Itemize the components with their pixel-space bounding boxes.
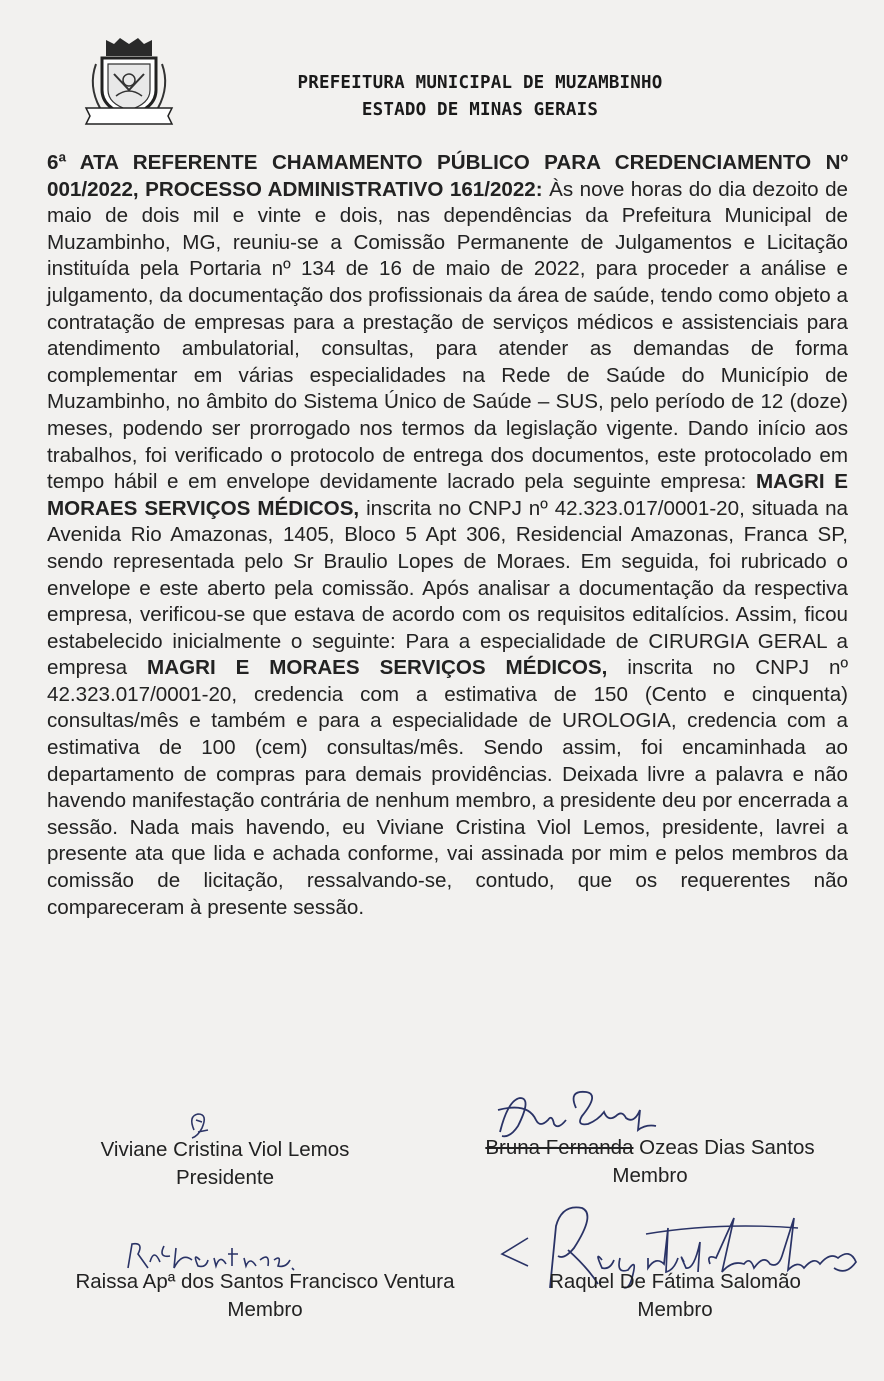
municipal-crest-icon (82, 34, 176, 126)
signature-member-raissa (40, 1268, 490, 1324)
signatory-role: Presidente (175, 1166, 274, 1189)
company-name: MAGRI E MORAES SERVIÇOS MÉDICOS, (147, 656, 608, 680)
minutes-heading: 6ª ATA REFERENTE CHAMAMENTO PÚBLICO PARA CREDENCIAMENTO Nº 001/2022, PROCESSO ADMINISTRATIVO 161/2022: (47, 151, 848, 201)
signatory-role: Membro (227, 1298, 303, 1321)
signatory-role: Membro (637, 1298, 713, 1321)
state-title: ESTADO DE MINAS GERAIS (361, 100, 599, 120)
signature-member-bruna (460, 1134, 840, 1190)
struck-name-part: Bruna Fernanda (485, 1136, 634, 1159)
minutes-text (47, 150, 848, 921)
signatory-name: Raquel De Fátima Salomão (549, 1270, 801, 1293)
paragraph-part-3: inscrita no CNPJ nº 42.323.017/0001-20, credencia com a estimativa de 150 (Cento e cinquenta) consultas/mês e também e para a especialidade de UROLOGIA, credencia com a estimativa de 100 (cem) consultas/mês. Sendo assim, foi encaminhada ao departamento de compras para demais providências. Deixada livre a palavra e não havendo manifestação contrária de nenhum membro, a presidente deu por encerrada a sessão. Nada mais havendo, eu Viviane Cristina Viol Lemos, presidente, lavrei a presente ata que lida e achada conforme, vai assinada por mim e pelos membros da comissão de licitação, ressalvando-se, contudo, que os requerentes não compareceram à presente sessão. (47, 656, 848, 919)
signature-president (60, 1136, 390, 1192)
paragraph-part-2: inscrita no CNPJ nº 42.323.017/0001-20, situada na Avenida Rio Amazonas, 1405, Bloco 5 Apt 306, Residencial Amazonas, Franca SP, sendo representada pelo Sr Braulio Lopes de Moraes. Em seguida, foi rubricado o envelope e este aberto pela comissão. Após analisar a documentação da respectiva empresa, verificou-se que estava de acordo com os requisitos editalícios. Assim, ficou estabelecido inicialmente o seguinte: Para a especialidade de CIRURGIA GERAL a empresa (47, 496, 848, 680)
signatory-role: Membro (612, 1164, 688, 1187)
municipality-title: PREFEITURA MUNICIPAL DE MUZAMBINHO (297, 73, 663, 93)
letterhead (200, 70, 760, 124)
signatory-name: Viviane Cristina Viol Lemos (100, 1138, 350, 1161)
company-name: MAGRI E MORAES SERVIÇOS MÉDICOS, (47, 470, 848, 520)
signatory-name: Raissa Apª dos Santos Francisco Ventura (75, 1270, 455, 1293)
signatory-name: Ozeas Dias Santos (633, 1136, 815, 1159)
signature-member-raquel (520, 1268, 830, 1324)
paragraph-part-1: Às nove horas do dia dezoito de maio de dois mil e vinte e dois, nas dependências da Prefeitura Municipal de Muzambinho, MG, reuniu-se a Comissão Permanente de Julgamentos e Licitação instituída pela Portaria nº 134 de 16 de maio de 2022, para proceder a análise e julgamento, da documentação dos profissionais da área de saúde, tendo como objeto a contratação de empresas para a prestação de serviços médicos e assistenciais para atendimento ambulatorial, consultas, para atender as demandas de forma complementar em várias especialidades na Rede de Saúde do Município de Muzambinho, no âmbito do Sistema Único de Saúde – SUS, pelo período de 12 (doze) meses, podendo ser prorrogado nos termos da legislação vigente. Dando início aos trabalhos, foi verificado o protocolo de entrega dos documentos, este protocolado em tempo hábil e em envelope devidamente lacrado pela seguinte empresa: (47, 177, 848, 494)
